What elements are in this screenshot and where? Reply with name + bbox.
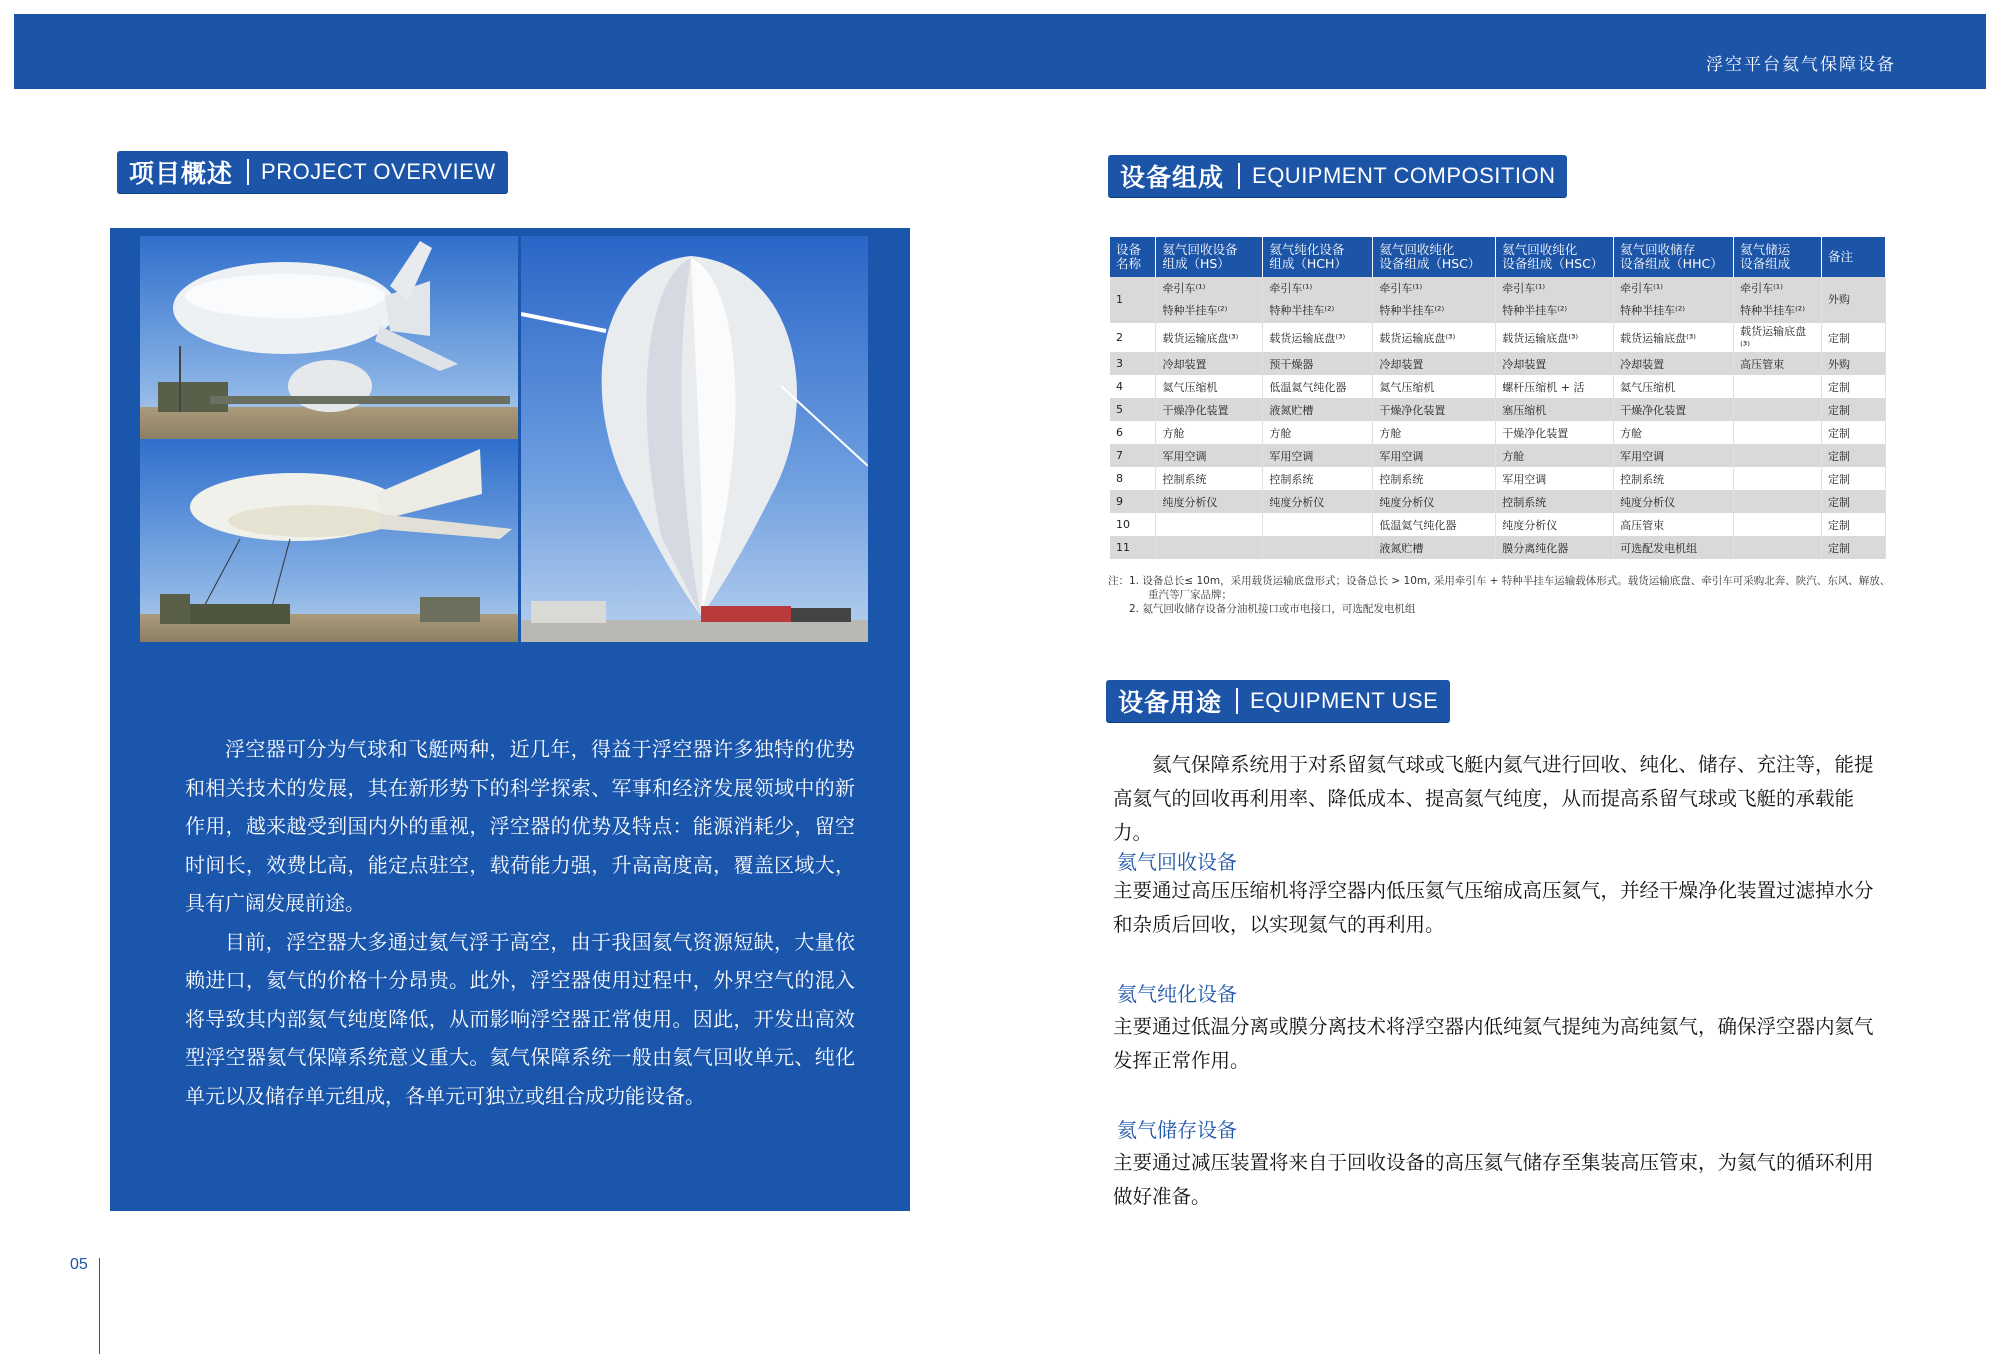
table-cell: 氦气压缩机 — [1373, 375, 1496, 398]
table-cell — [1734, 444, 1822, 467]
table-cell — [1263, 513, 1373, 536]
table-cell: 定制 — [1822, 398, 1886, 421]
table-cell: 液氮贮槽 — [1373, 536, 1496, 559]
table-cell: 5 — [1110, 398, 1156, 421]
table-cell — [1263, 536, 1373, 559]
project-overview-heading — [117, 151, 508, 193]
overview-text — [185, 730, 855, 1115]
table-cell: 干燥净化装置 — [1373, 398, 1496, 421]
table-cell — [1734, 375, 1822, 398]
recovery-equipment-title: 氦气回收设备 — [1117, 850, 1237, 874]
table-cell: 定制 — [1822, 323, 1886, 352]
table-cell — [1156, 536, 1263, 559]
purification-equipment-title: 氦气纯化设备 — [1117, 982, 1237, 1006]
table-row — [1110, 536, 1886, 559]
table-cell: 载货运输底盘⁽³⁾ — [1156, 323, 1263, 352]
table-cell: 载货运输底盘⁽³⁾ — [1614, 323, 1734, 352]
table-cell: 载货运输底盘⁽³⁾ — [1373, 323, 1496, 352]
table-cell: 军用空调 — [1373, 444, 1496, 467]
top-banner — [14, 14, 1986, 89]
note-line: 注：1. 设备总长≤ 10m，采用载货运输底盘形式；设备总长 > 10m, 采用牵引车 + 特种半挂车运输载体形式。载货运输底盘、牵引车可采购北奔、陕汽、东风、解放、 — [1108, 575, 1891, 587]
table-cell: 定制 — [1822, 421, 1886, 444]
overview-paragraph-2: 目前，浮空器大多通过氦气浮于高空，由于我国氦气资源短缺，大量依赖进口，氦气的价格十分昂贵。此外，浮空器使用过程中，外界空气的混入将导致其内部氦气纯度降低，从而影响浮空器正常使用。因此，开发出高效型浮空器氦气保障系统意义重大。氦气保障系统一般由氦气回收单元、纯化单元以及储存单元组成，各单元可独立或组合成功能设备。 — [185, 929, 855, 1108]
table-cell: 载货运输底盘⁽³⁾ — [1263, 323, 1373, 352]
table-cell: 冷却装置 — [1373, 352, 1496, 375]
table-cell: 高压管束 — [1734, 352, 1822, 375]
overview-panel — [110, 228, 910, 1211]
table-cell: 氦气压缩机 — [1614, 375, 1734, 398]
overview-paragraph-1: 浮空器可分为气球和飞艇两种，近几年，得益于浮空器许多独特的优势和相关技术的发展，其在新形势下的科学探索、军事和经济发展领域中的新作用，越来越受到国内外的重视，浮空器的优势及特点：能源消耗少，留空时间长，效费比高，能定点驻空，载荷能力强，升高高度高，覆盖区域大，具有广阔发展前途。 — [185, 737, 855, 915]
table-cell: 冷却装置 — [1156, 352, 1263, 375]
heading-cn: 设备用途 — [1118, 688, 1223, 717]
table-cell: 牵引车⁽¹⁾ 特种半挂车⁽²⁾ — [1734, 277, 1822, 323]
table-cell: 牵引车⁽¹⁾ 特种半挂车⁽²⁾ — [1614, 277, 1734, 323]
table-cell: 控制系统 — [1263, 467, 1373, 490]
table-cell: 低温氦气纯化器 — [1373, 513, 1496, 536]
table-cell: 纯度分析仪 — [1614, 490, 1734, 513]
table-cell: 载货运输底盘⁽³⁾ — [1734, 323, 1822, 352]
column-header: 设备 名称 — [1110, 237, 1156, 277]
table-cell — [1734, 513, 1822, 536]
table-cell: 牵引车⁽¹⁾ 特种半挂车⁽²⁾ — [1496, 277, 1614, 323]
equipment-composition-heading — [1108, 155, 1567, 197]
table-cell: 液氮贮槽 — [1263, 398, 1373, 421]
table-row — [1110, 490, 1886, 513]
table-cell: 牵引车⁽¹⁾ 特种半挂车⁽²⁾ — [1373, 277, 1496, 323]
column-header: 氦气储运 设备组成 — [1734, 237, 1822, 277]
table-cell: 方舱 — [1263, 421, 1373, 444]
table-cell: 定制 — [1822, 536, 1886, 559]
table-cell — [1734, 398, 1822, 421]
table-cell: 10 — [1110, 513, 1156, 536]
table-cell: 8 — [1110, 467, 1156, 490]
table-cell: 定制 — [1822, 467, 1886, 490]
heading-en: PROJECT OVERVIEW — [261, 159, 496, 184]
table-row — [1110, 467, 1886, 490]
table-cell: 军用空调 — [1496, 467, 1614, 490]
table-row — [1110, 375, 1886, 398]
table-cell: 低温氦气纯化器 — [1263, 375, 1373, 398]
table-cell: 纯度分析仪 — [1263, 490, 1373, 513]
heading-divider — [247, 159, 249, 185]
table-cell: 干燥净化装置 — [1156, 398, 1263, 421]
table-cell: 方舱 — [1496, 444, 1614, 467]
equipment-use-intro: 氦气保障系统用于对系留氦气球或飞艇内氦气进行回收、纯化、储存、充注等，能提高氦气的回收再利用率、降低成本、提高氦气纯度，从而提高系留气球或飞艇的承载能力。 — [1113, 753, 1874, 844]
photo-collage — [140, 236, 868, 642]
table-cell: 纯度分析仪 — [1496, 513, 1614, 536]
table-cell — [1156, 513, 1263, 536]
storage-equipment-title: 氦气储存设备 — [1117, 1118, 1237, 1142]
table-cell: 外购 — [1822, 277, 1886, 323]
heading-cn: 项目概述 — [129, 159, 234, 188]
table-cell: 定制 — [1822, 490, 1886, 513]
heading-divider — [1236, 688, 1238, 714]
heading-en: EQUIPMENT COMPOSITION — [1252, 163, 1556, 188]
table-row — [1110, 352, 1886, 375]
table-cell: 方舱 — [1156, 421, 1263, 444]
balloon-illustration — [521, 236, 868, 642]
column-header: 备注 — [1822, 237, 1886, 277]
airship-illustration-1 — [140, 236, 518, 439]
table-cell: 9 — [1110, 490, 1156, 513]
column-header: 氦气回收纯化 设备组成（HSC） — [1373, 237, 1496, 277]
table-notes — [1108, 574, 1898, 616]
table-cell: 膜分离纯化器 — [1496, 536, 1614, 559]
table-cell: 2 — [1110, 323, 1156, 352]
table-cell: 干燥净化装置 — [1614, 398, 1734, 421]
table-row — [1110, 398, 1886, 421]
table-cell: 控制系统 — [1373, 467, 1496, 490]
heading-divider — [1238, 163, 1240, 189]
equipment-table — [1110, 237, 1886, 559]
table-row — [1110, 444, 1886, 467]
table-cell — [1734, 467, 1822, 490]
table-cell: 干燥净化装置 — [1496, 421, 1614, 444]
column-header: 氦气纯化设备 组成（HCH） — [1263, 237, 1373, 277]
table-cell: 螺杆压缩机 + 活 — [1496, 375, 1614, 398]
table-cell: 军用空调 — [1263, 444, 1373, 467]
heading-en: EQUIPMENT USE — [1250, 688, 1439, 713]
column-header: 氦气回收纯化 设备组成（HSC） — [1496, 237, 1614, 277]
table-header-row — [1110, 237, 1886, 277]
table-cell — [1734, 421, 1822, 444]
table-body — [1110, 277, 1886, 559]
table-cell: 军用空调 — [1156, 444, 1263, 467]
table-cell: 控制系统 — [1614, 467, 1734, 490]
table-cell: 1 — [1110, 277, 1156, 323]
table-cell: 方舱 — [1614, 421, 1734, 444]
table-cell: 高压管束 — [1614, 513, 1734, 536]
heading-cn: 设备组成 — [1120, 163, 1225, 192]
balloon-photo — [521, 236, 868, 642]
table-cell: 4 — [1110, 375, 1156, 398]
table-cell — [1734, 536, 1822, 559]
table-cell: 冷却装置 — [1496, 352, 1614, 375]
table-row — [1110, 323, 1886, 352]
table-row — [1110, 513, 1886, 536]
page-number: 05 — [70, 1256, 88, 1273]
table-cell: 可选配发电机组 — [1614, 536, 1734, 559]
table-cell: 控制系统 — [1156, 467, 1263, 490]
table-cell: 牵引车⁽¹⁾ 特种半挂车⁽²⁾ — [1263, 277, 1373, 323]
page-divider — [99, 1258, 100, 1354]
table-cell: 军用空调 — [1614, 444, 1734, 467]
table-cell: 7 — [1110, 444, 1156, 467]
table-cell: 牵引车⁽¹⁾ 特种半挂车⁽²⁾ — [1156, 277, 1263, 323]
purification-equipment-text: 主要通过低温分离或膜分离技术将浮空器内低纯氦气提纯为高纯氦气，确保浮空器内氦气发挥正常作用。 — [1113, 1015, 1874, 1072]
recovery-equipment-text: 主要通过高压压缩机将浮空器内低压氦气压缩成高压氦气，并经干燥净化装置过滤掉水分和杂质后回收，以实现氦气的再利用。 — [1113, 879, 1874, 936]
table-cell: 塞压缩机 — [1496, 398, 1614, 421]
airship-illustration-2 — [140, 439, 518, 642]
table-cell — [1734, 490, 1822, 513]
equipment-use-heading — [1106, 680, 1450, 722]
table-cell: 6 — [1110, 421, 1156, 444]
airship-photo-1 — [140, 236, 518, 439]
table-row — [1110, 421, 1886, 444]
airship-photo-2 — [140, 439, 518, 642]
table-cell: 11 — [1110, 536, 1156, 559]
table-cell: 纯度分析仪 — [1156, 490, 1263, 513]
table-cell: 纯度分析仪 — [1373, 490, 1496, 513]
table-cell: 外购 — [1822, 352, 1886, 375]
table-cell: 控制系统 — [1496, 490, 1614, 513]
table-cell: 预干燥器 — [1263, 352, 1373, 375]
column-header: 氦气回收设备 组成（HS） — [1156, 237, 1263, 277]
table-cell: 定制 — [1822, 513, 1886, 536]
table-cell: 3 — [1110, 352, 1156, 375]
note-line: 2. 氦气回收储存设备分油机接口或市电接口，可选配发电机组 — [1129, 603, 1416, 615]
note-line: 重汽等厂家品牌； — [1148, 589, 1232, 601]
table-cell: 定制 — [1822, 375, 1886, 398]
table-cell: 定制 — [1822, 444, 1886, 467]
storage-equipment-text: 主要通过减压装置将来自于回收设备的高压氦气储存至集装高压管束，为氦气的循环利用做好准备。 — [1113, 1151, 1874, 1208]
table-cell: 方舱 — [1373, 421, 1496, 444]
table-cell: 氦气压缩机 — [1156, 375, 1263, 398]
table-cell: 冷却装置 — [1614, 352, 1734, 375]
table-row — [1110, 277, 1886, 323]
table-cell: 载货运输底盘⁽³⁾ — [1496, 323, 1614, 352]
column-header: 氦气回收储存 设备组成（HHC） — [1614, 237, 1734, 277]
document-title: 浮空平台氦气保障设备 — [1706, 55, 1896, 75]
